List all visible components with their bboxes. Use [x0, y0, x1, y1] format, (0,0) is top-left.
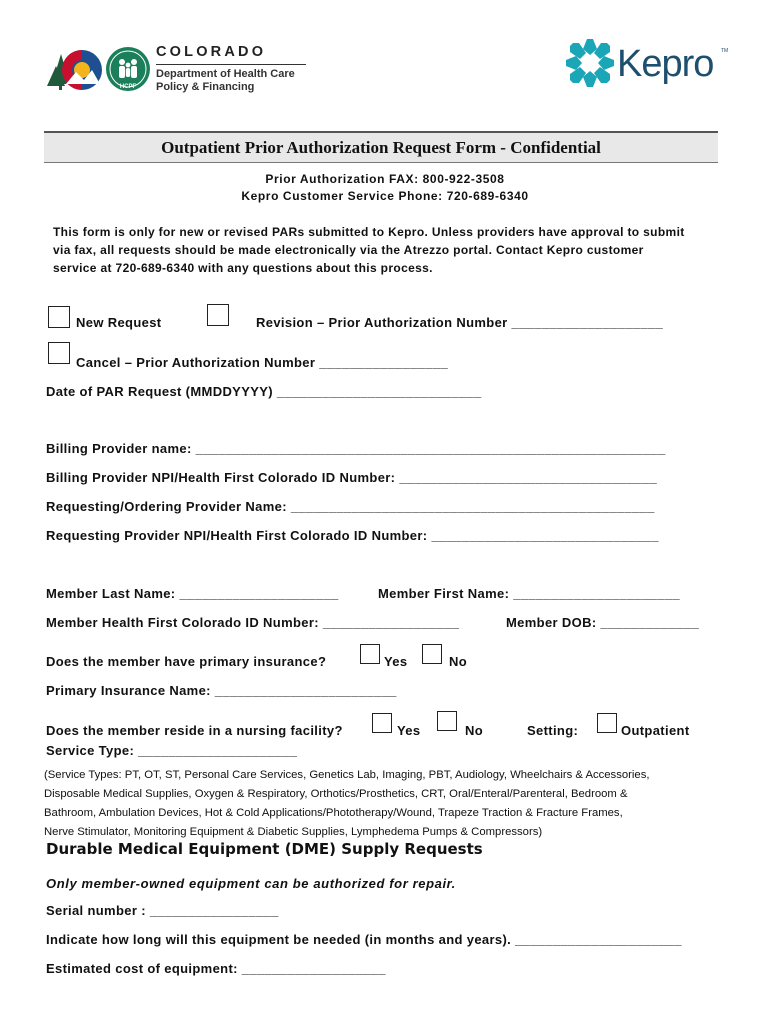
- dept-line-2: Policy & Financing: [156, 81, 255, 93]
- kepro-logo: [566, 36, 731, 90]
- kepro-tm: TM: [721, 48, 729, 54]
- outpatient-checkbox[interactable]: [597, 713, 617, 733]
- intro-line-1: This form is only for new or revised PARs submitted to Kepro. Unless providers have approval to submit: [53, 225, 685, 239]
- colorado-logo: [44, 40, 154, 98]
- nursing-facility-question: Does the member reside in a nursing facility?: [46, 723, 343, 738]
- dme-heading: Durable Medical Equipment (DME) Supply Requests: [46, 840, 483, 858]
- kepro-mark-icon: [566, 39, 614, 87]
- hcpf-badge-text: HCPF: [119, 84, 137, 90]
- setting-label: Setting:: [527, 723, 579, 738]
- cancel-field[interactable]: Cancel – Prior Authorization Number _________________: [76, 355, 449, 370]
- service-types-line-4: Nerve Stimulator, Monitoring Equipment & Diabetic Supplies, Lymphedema Pumps & Compressors): [44, 826, 543, 838]
- billing-provider-name-field[interactable]: Billing Provider name: ______________________________________________________________: [46, 441, 666, 456]
- revision-field[interactable]: Revision – Prior Authorization Number ____________________: [256, 315, 664, 330]
- intro-line-2: via fax, all requests should be made electronically via the Atrezzo portal. Contact Kepro customer: [53, 243, 644, 257]
- service-type-field[interactable]: Service Type: _____________________: [46, 743, 298, 758]
- phone-number: Kepro Customer Service Phone: 720-689-6340: [241, 189, 529, 203]
- intro-line-3: service at 720-689-6340 with any questions about this process.: [53, 261, 433, 275]
- requesting-provider-name-field[interactable]: Requesting/Ordering Provider Name: ________________________________________________: [46, 499, 655, 514]
- state-name: COLORADO: [156, 44, 267, 60]
- dme-owned-note: Only member-owned equipment can be authorized for repair.: [46, 876, 456, 891]
- requesting-provider-npi-field[interactable]: Requesting Provider NPI/Health First Colorado ID Number: ______________________________: [46, 528, 659, 543]
- serial-number-field[interactable]: Serial number : _________________: [46, 903, 279, 918]
- intro-paragraph: [53, 223, 723, 277]
- equipment-duration-field[interactable]: Indicate how long will this equipment be needed (in months and years). ______________________: [46, 932, 682, 947]
- primary-insurance-yes-label: Yes: [384, 654, 408, 669]
- nursing-facility-no-label: No: [465, 723, 484, 738]
- revision-checkbox[interactable]: [207, 304, 229, 326]
- nursing-facility-yes-checkbox[interactable]: [372, 713, 392, 733]
- kepro-wordmark: Kepro: [617, 43, 714, 85]
- service-types-line-3: Bathroom, Ambulation Devices, Hot & Cold Applications/Phototherapy/Wound, Trapeze Traction & Fracture Frames,: [44, 807, 623, 819]
- fax-number: Prior Authorization FAX: 800-922-3508: [265, 172, 505, 186]
- nursing-facility-yes-label: Yes: [397, 723, 421, 738]
- form-title: Outpatient Prior Authorization Request Form - Confidential: [161, 138, 601, 157]
- primary-insurance-no-checkbox[interactable]: [422, 644, 442, 664]
- member-last-name-field[interactable]: Member Last Name: _____________________: [46, 586, 339, 601]
- outpatient-label: Outpatient: [621, 723, 690, 738]
- header-divider: [156, 64, 306, 65]
- member-first-name-field[interactable]: Member First Name: ______________________: [378, 586, 680, 601]
- member-id-field[interactable]: Member Health First Colorado ID Number: __________________: [46, 615, 460, 630]
- service-types-list: [44, 766, 734, 842]
- new-request-label: New Request: [76, 315, 162, 330]
- department-header: [156, 44, 306, 94]
- service-types-line-2: Disposable Medical Supplies, Oxygen & Respiratory, Orthotics/Prosthetics, CRT, Oral/Enteral/Parenteral, Bedroom &: [44, 788, 628, 800]
- primary-insurance-question: Does the member have primary insurance?: [46, 654, 327, 669]
- primary-insurance-name-field[interactable]: Primary Insurance Name: ________________________: [46, 683, 397, 698]
- new-request-checkbox[interactable]: [48, 306, 70, 328]
- member-dob-field[interactable]: Member DOB: _____________: [506, 615, 700, 630]
- par-date-field[interactable]: Date of PAR Request (MMDDYYYY) ___________________________: [46, 384, 482, 399]
- primary-insurance-no-label: No: [449, 654, 468, 669]
- billing-provider-npi-field[interactable]: Billing Provider NPI/Health First Colorado ID Number: __________________________________: [46, 470, 658, 485]
- dept-line-1: Department of Health Care: [156, 68, 295, 80]
- service-types-line-1: (Service Types: PT, OT, ST, Personal Care Services, Genetics Lab, Imaging, PBT, Audiology, Wheelchairs & Accessories,: [44, 769, 650, 781]
- estimated-cost-field[interactable]: Estimated cost of equipment: ___________________: [46, 961, 386, 976]
- cancel-checkbox[interactable]: [48, 342, 70, 364]
- form-title-bar: [44, 131, 718, 163]
- nursing-facility-no-checkbox[interactable]: [437, 711, 457, 731]
- primary-insurance-yes-checkbox[interactable]: [360, 644, 380, 664]
